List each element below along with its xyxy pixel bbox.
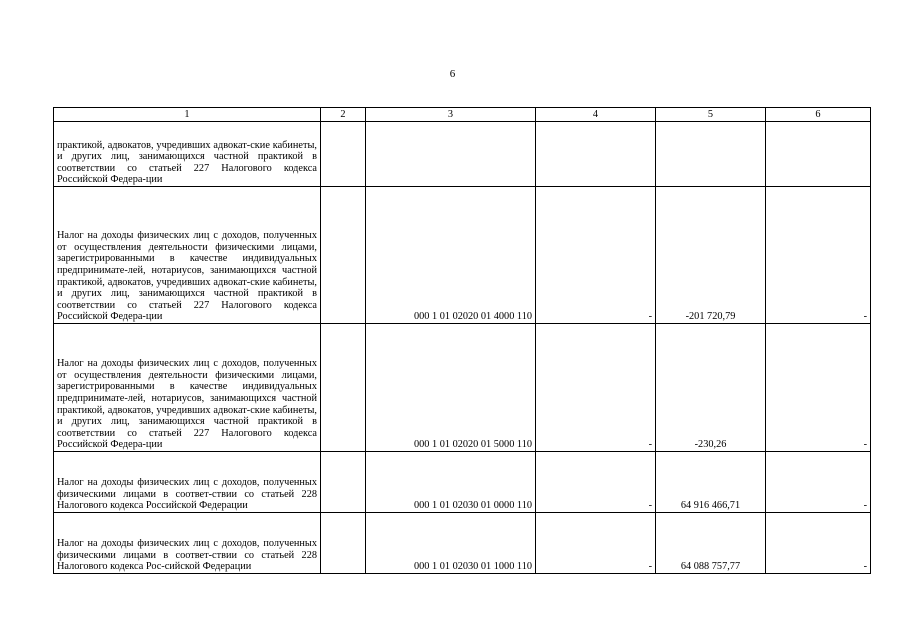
header-cell-2: 2 [321,108,366,122]
table-row [54,513,871,574]
header-cell-5: 5 [656,108,766,122]
row-col5: 64 088 757,77 [656,513,766,574]
row-col6 [766,122,871,187]
row-name: Налог на доходы физических лиц с доходов, полученных физическими лицами в соответ-ствии со статьей 228 Налогового кодекса Рос-сийской Федерации [54,513,321,574]
row-name: Налог на доходы физических лиц с доходов, полученных от осуществления деятельности физическими лицами, зарегистрированными в качестве индивидуальных предпринимате-лей, нотариусов, занимающихся частной практикой, адвокатов, учредивших адвокат-ские кабинеты, и других лиц, занимающихся частной практикой в соответствии со статьей 227 Налогового кодекса Российской Федера-ции [54,324,321,452]
table-row [54,187,871,324]
row-col5 [656,122,766,187]
row-col6: - [766,452,871,513]
table-row [54,324,871,452]
row-col5: -230,26 [656,324,766,452]
row-code: 000 1 01 02020 01 5000 110 [366,324,536,452]
revenue-table [53,107,871,574]
table-row [54,452,871,513]
table-header-row [54,108,871,122]
row-col5: -201 720,79 [656,187,766,324]
row-col2 [321,452,366,513]
row-col2 [321,122,366,187]
row-col2 [321,187,366,324]
row-name: Налог на доходы физических лиц с доходов, полученных физическими лицами в соответ-ствии со статьей 228 Налогового кодекса Российской Федерации [54,452,321,513]
header-cell-1: 1 [54,108,321,122]
row-code: 000 1 01 02030 01 0000 110 [366,452,536,513]
row-col2 [321,513,366,574]
row-col5: 64 916 466,71 [656,452,766,513]
row-col2 [321,324,366,452]
row-name: практикой, адвокатов, учредивших адвокат-ские кабинеты, и других лиц, занимающихся частной практикой в соответствии со статьей 227 Налогового кодекса Российской Федера-ции [54,122,321,187]
row-code: 000 1 01 02020 01 4000 110 [366,187,536,324]
page-number: 6 [449,68,456,80]
row-col4: - [536,187,656,324]
row-col4: - [536,513,656,574]
row-col6: - [766,513,871,574]
row-col6: - [766,187,871,324]
table-row [54,122,871,187]
header-cell-6: 6 [766,108,871,122]
row-col6: - [766,324,871,452]
row-col4: - [536,452,656,513]
row-code: 000 1 01 02030 01 1000 110 [366,513,536,574]
header-cell-4: 4 [536,108,656,122]
row-name: Налог на доходы физических лиц с доходов, полученных от осуществления деятельности физическими лицами, зарегистрированными в качестве индивидуальных предпринимате-лей, нотариусов, занимающихся частной практикой, адвокатов, учредивших адвокат-ские кабинеты, и других лиц, занимающихся частной практикой в соответствии со статьей 227 Налогового кодекса Российской Федера-ции [54,187,321,324]
row-col4: - [536,324,656,452]
row-code [366,122,536,187]
row-col4 [536,122,656,187]
header-cell-3: 3 [366,108,536,122]
